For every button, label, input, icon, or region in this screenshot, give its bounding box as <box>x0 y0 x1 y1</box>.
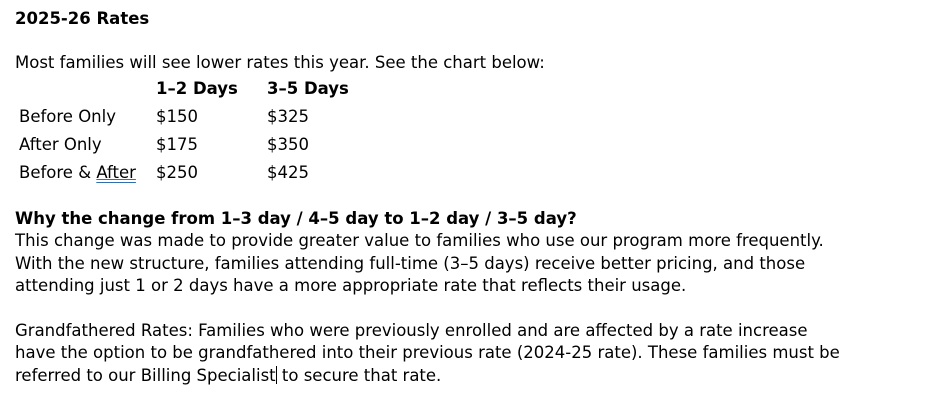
rates-table <box>15 75 387 187</box>
row-label-before-after-prefix: Before & <box>19 163 97 182</box>
grandfathered-paragraph <box>15 320 920 388</box>
header-3-5-days: 3–5 Days <box>267 79 349 98</box>
rate-before-only-3-5: $325 <box>267 107 309 126</box>
header-1-2-days: 1–2 Days <box>156 79 238 98</box>
table-row <box>15 131 387 159</box>
spellcheck-flagged-word[interactable]: After <box>96 163 136 182</box>
explanation-paragraph <box>15 230 920 298</box>
row-label-before-after <box>15 159 156 187</box>
grandfathered-line-1: Grandfathered Rates: Families who were previously enrolled and are affected by a rate increase <box>15 320 808 340</box>
explanation-line-3: attending just 1 or 2 days have a more appropriate rate that reflects their usage. <box>15 276 687 295</box>
row-label-before-only: Before Only <box>19 107 116 126</box>
rate-before-after-1-2: $250 <box>156 163 198 182</box>
rates-table-header-row <box>15 75 387 103</box>
intro-text: Most families will see lower rates this year. See the chart below: <box>15 53 545 72</box>
rate-before-after-3-5: $425 <box>267 163 309 182</box>
table-row <box>15 159 387 187</box>
rates-table-corner <box>15 75 156 103</box>
rate-after-only-3-5: $350 <box>267 135 309 154</box>
row-label-after-only: After Only <box>19 135 102 154</box>
explanation-line-1: This change was made to provide greater value to families who use our program more frequently. <box>15 231 824 250</box>
table-row <box>15 103 387 131</box>
rates-heading: 2025-26 Rates <box>15 9 150 28</box>
rate-before-only-1-2: $150 <box>156 107 198 126</box>
grandfathered-line-3-start: referred to our Billing Specialist <box>15 365 276 385</box>
explanation-line-2: With the new structure, families attending full-time (3–5 days) receive better pricing, and those <box>15 253 806 273</box>
document-body[interactable] <box>15 8 920 387</box>
grandfathered-line-2: have the option to be grandfathered into their previous rate (2024-25 rate). These families must be <box>15 343 840 362</box>
rate-after-only-1-2: $175 <box>156 135 198 154</box>
grandfathered-line-3-end: to secure that rate. <box>276 365 442 385</box>
change-question-heading: Why the change from 1–3 day / 4–5 day to 1–2 day / 3–5 day? <box>15 209 577 228</box>
